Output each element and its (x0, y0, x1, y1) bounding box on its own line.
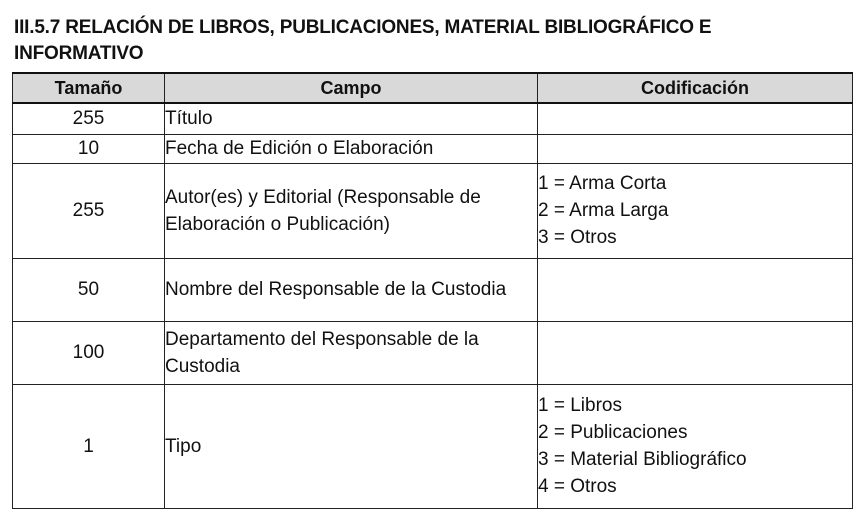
cell-field: Nombre del Responsable de la Custodia (165, 258, 538, 321)
coding-item: 3 = Otros (538, 227, 617, 248)
cell-field: Fecha de Edición o Elaboración (165, 134, 538, 163)
cell-size: 255 (13, 103, 165, 134)
cell-size: 10 (13, 134, 165, 163)
header-field: Campo (165, 73, 538, 103)
coding-item: 4 = Otros (538, 476, 617, 497)
cell-size: 1 (13, 384, 165, 508)
section-title: III.5.7 RELACIÓN DE LIBROS, PUBLICACIONES, MATERIAL BIBLIOGRÁFICO E INFORMATIVO (14, 17, 712, 64)
cell-size: 50 (13, 258, 165, 321)
header-coding: Codificación (538, 73, 853, 103)
cell-coding (538, 321, 853, 384)
coding-item: 3 = Material Bibliográfico (538, 449, 747, 470)
cell-field: Departamento del Responsable de la Custodia (165, 321, 538, 384)
coding-item: 2 = Publicaciones (538, 422, 688, 443)
coding-item: 2 = Arma Larga (538, 200, 669, 221)
cell-size: 100 (13, 321, 165, 384)
table-row (13, 258, 853, 321)
table-row (13, 384, 853, 508)
table-row (13, 103, 853, 134)
cell-coding (538, 163, 853, 258)
coding-item: 1 = Libros (538, 395, 622, 416)
cell-coding (538, 384, 853, 508)
table-row (13, 134, 853, 163)
cell-coding (538, 258, 853, 321)
field-table (12, 72, 853, 509)
cell-coding (538, 134, 853, 163)
cell-coding (538, 103, 853, 134)
header-size: Tamaño (13, 73, 165, 103)
coding-item: 1 = Arma Corta (538, 173, 667, 194)
cell-field: Título (165, 103, 538, 134)
cell-field: Tipo (165, 384, 538, 508)
table-row (13, 163, 853, 258)
cell-field: Autor(es) y Editorial (Responsable de Elaboración o Publicación) (165, 163, 538, 258)
table-header-row (13, 73, 853, 103)
cell-size: 255 (13, 163, 165, 258)
table-row (13, 321, 853, 384)
